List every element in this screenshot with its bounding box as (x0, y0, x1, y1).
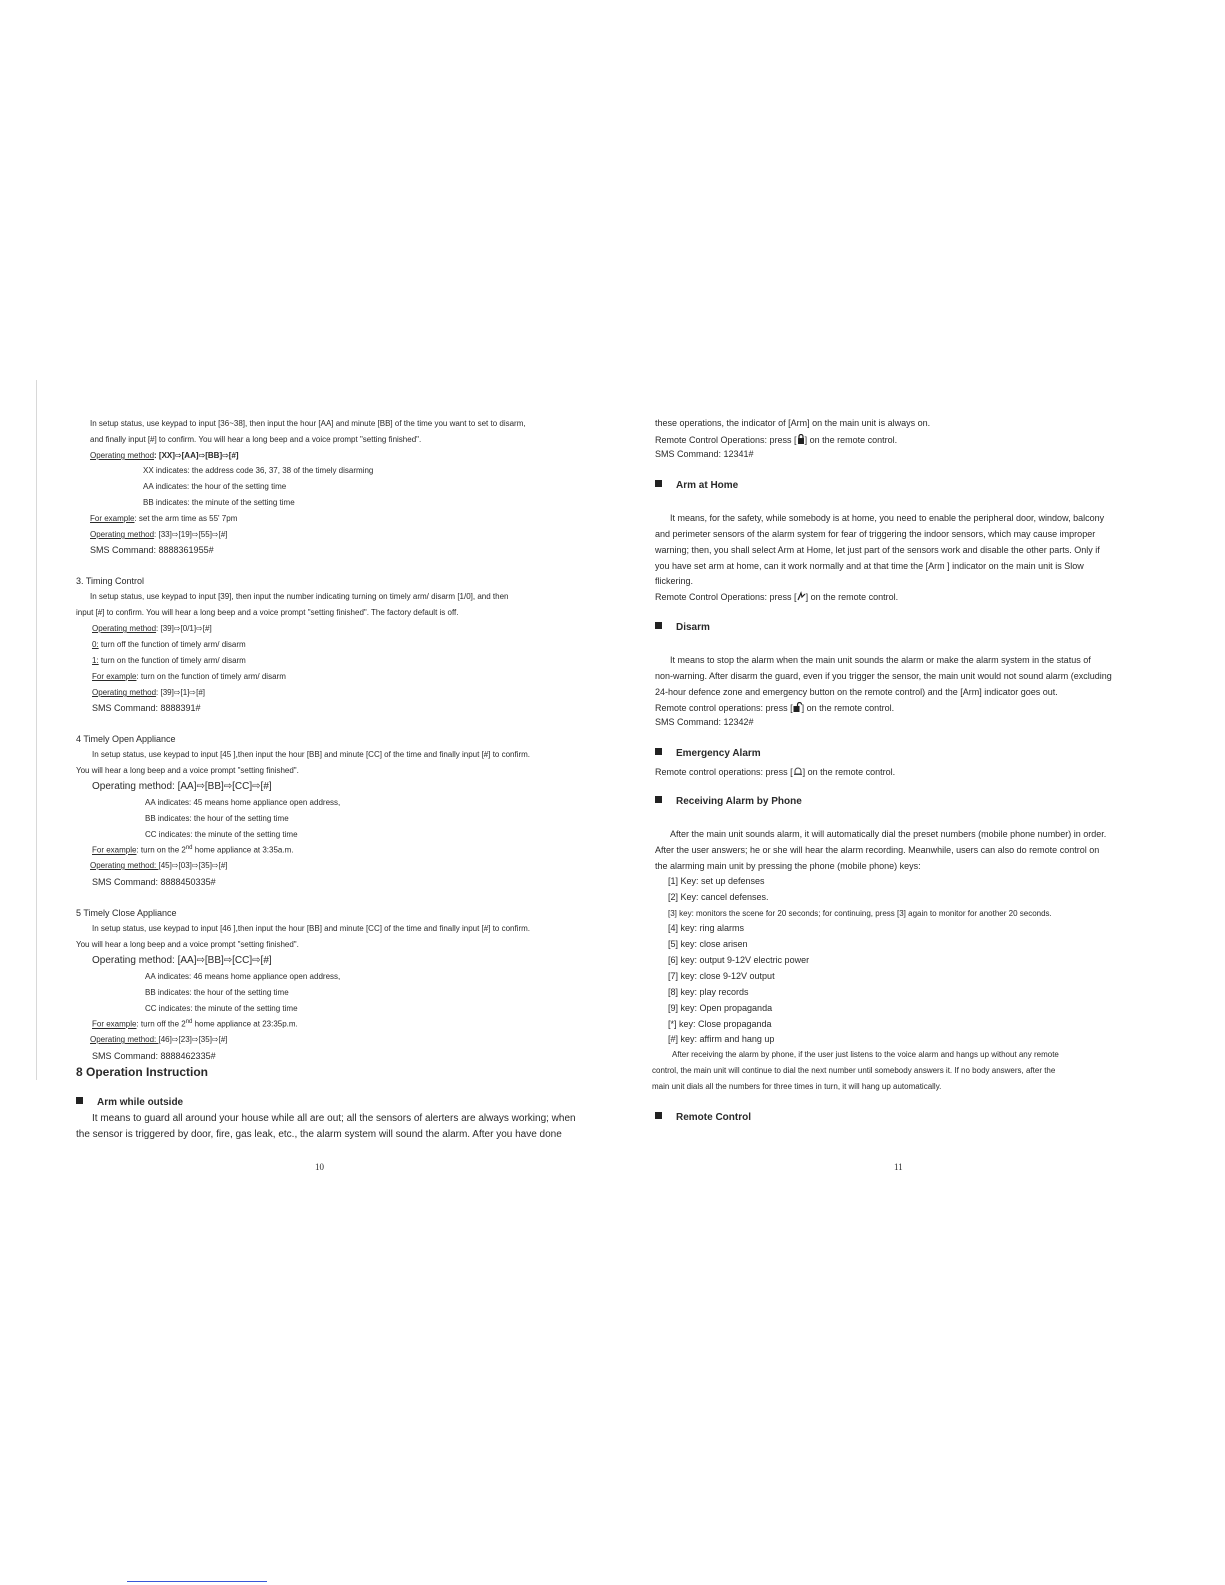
arm-home-para-5: flickering. (655, 576, 694, 586)
section-3-operating-method-2: Operating method: [39]⇨[1]⇨[#] (92, 688, 206, 697)
section-5-aa-indicates: AA indicates: 46 means home appliance open address, (145, 972, 341, 981)
sms-command-1: SMS Command: 8888361955# (90, 545, 214, 555)
arm-home-para-3: warning; then, you shall select Arm at Home, let just part of the sensors work and disable the other parts. Only if (655, 545, 1100, 555)
section-5-para-1: In setup status, use keypad to input [46 ],then input the hour [BB] and minute [CC] of the time and finally input [#] to confirm. (92, 924, 531, 933)
section-3-option-0: 0: turn off the function of timely arm/ disarm (92, 640, 246, 649)
section-5-cc-indicates: CC indicates: the minute of the setting time (145, 1004, 298, 1013)
section-3-para-1: In setup status, use keypad to input [39], then input the number indicating turning on timely arm/ disarm [1/0], and then (90, 592, 509, 601)
section-4-para-2: You will hear a long beep and a voice prompt "setting finished". (76, 766, 299, 775)
arm-outside-para-1: It means to guard all around your house while all are out; all the sensors of alerters are always working; when (92, 1113, 576, 1124)
page-number-right: 11 (894, 1162, 903, 1172)
sms-command-disarm: SMS Command: 12342# (655, 717, 754, 727)
section-4-for-example: For example: turn on the 2nd home appliance at 3:35a.m. (92, 845, 294, 855)
receiving-para-1: After the main unit sounds alarm, it will automatically dial the preset numbers (mobile phone number) in order. (670, 829, 1107, 839)
after-para-3: main unit dials all the numbers for three times in turn, it will hang up automatically. (652, 1082, 942, 1091)
section-3-sms-command: SMS Command: 8888391# (92, 703, 201, 713)
key-item-9: [9] key: Open propaganda (668, 1003, 773, 1013)
section-4-aa-indicates: AA indicates: 45 means home appliance open address, (145, 798, 341, 807)
key-item-3: [3] key: monitors the scene for 20 seconds; for continuing, press [3] again to monitor for another 20 seconds. (668, 909, 1052, 918)
remote-control-emergency: Remote control operations: press [ ] on the remote control. (655, 767, 896, 777)
section-5-operating-method-2: Operating method: [46]⇨[23]⇨[35]⇨[#] (90, 1035, 228, 1044)
square-bullet-icon (655, 480, 662, 487)
section-5-title: 5 Timely Close Appliance (76, 908, 177, 918)
remote-control-heading: Remote Control (655, 1112, 751, 1124)
section-4-cc-indicates: CC indicates: the minute of the setting time (145, 830, 298, 839)
arm-home-para-4: you have set arm at home, can it work normally and at that time the [Arm ] indicator on the main unit is Slow (655, 561, 1084, 571)
arm-home-para-1: It means, for the safety, while somebody is at home, you need to enable the peripheral door, window, balcony (670, 513, 1105, 523)
bb-indicates: BB indicates: the minute of the setting time (143, 498, 295, 507)
key-item-hash: [#] key: affirm and hang up (668, 1034, 775, 1044)
key-item-star: [*] key: Close propaganda (668, 1019, 772, 1029)
section-3-operating-method: Operating method: [39]⇨[0/1]⇨[#] (92, 624, 212, 633)
aa-indicates: AA indicates: the hour of the setting time (143, 482, 287, 491)
receiving-alarm-heading: Receiving Alarm by Phone (655, 796, 802, 808)
home-arm-icon (797, 591, 806, 601)
right-page (612, 0, 1225, 1585)
disarm-para-3: 24-hour defence zone and emergency button on the remote control) and the [Arm] indicator goes out. (655, 687, 1058, 697)
for-example-1: For example: set the arm time as 55' 7pm (90, 514, 238, 523)
left-page (0, 0, 612, 1585)
arm-home-para-2: and perimeter sensors of the alarm system for fear of triggering the indoor sensors, which may cause improper (655, 529, 1096, 539)
key-item-2: [2] Key: cancel defenses. (668, 892, 769, 902)
square-bullet-icon (655, 622, 662, 629)
section-4-operating-method: Operating method: [AA]⇨[BB]⇨[CC]⇨[#] (92, 781, 272, 792)
intro-line-1: In setup status, use keypad to input [36~38], then input the hour [AA] and minute [BB] of the time you want to set to disarm, (90, 419, 526, 428)
remote-control-disarm: Remote control operations: press [ ] on the remote control. (655, 703, 895, 713)
after-para-1: After receiving the alarm by phone, if the user just listens to the voice alarm and hangs up without any remote (672, 1050, 1059, 1059)
disarm-heading: Disarm (655, 622, 710, 634)
key-item-5: [5] key: close arisen (668, 939, 748, 949)
xx-indicates: XX indicates: the address code 36, 37, 38 of the timely disarming (143, 466, 374, 475)
section-4-para-1: In setup status, use keypad to input [45 ],then input the hour [BB] and minute [CC] of the time and finally input [#] to confirm. (92, 750, 531, 759)
key-item-8: [8] key: play records (668, 987, 749, 997)
continuation-line: these operations, the indicator of [Arm] on the main unit is always on. (655, 418, 931, 428)
disarm-para-1: It means to stop the alarm when the main unit sounds the alarm or make the alarm system in the status of (670, 655, 1091, 665)
section-5-sms-command: SMS Command: 8888462335# (92, 1051, 216, 1061)
section-5-operating-method: Operating method: [AA]⇨[BB]⇨[CC]⇨[#] (92, 955, 272, 966)
section-4-title: 4 Timely Open Appliance (76, 734, 176, 744)
page-number-left: 10 (315, 1162, 324, 1172)
section-5-para-2: You will hear a long beep and a voice prompt "setting finished". (76, 940, 299, 949)
key-item-6: [6] key: output 9-12V electric power (668, 955, 810, 965)
section-3-for-example: For example: turn on the function of timely arm/ disarm (92, 672, 286, 681)
arm-outside-para-2: the sensor is triggered by door, fire, gas leak, etc., the alarm system will sound the alarm. After you have done (76, 1129, 562, 1140)
bottom-scan-mark (127, 1581, 267, 1582)
key-item-4: [4] key: ring alarms (668, 923, 745, 933)
section-4-sms-command: SMS Command: 8888450335# (92, 877, 216, 887)
operating-method-2: Operating method: [33]⇨[19]⇨[55]⇨[#] (90, 530, 228, 539)
arm-while-outside-heading: Arm while outside (76, 1097, 183, 1109)
section-5-for-example: For example: turn off the 2nd home appliance at 23:35p.m. (92, 1019, 298, 1029)
key-item-1: [1] Key: set up defenses (668, 876, 765, 886)
receiving-para-3: the alarming main unit by pressing the phone (mobile phone) keys: (655, 861, 921, 871)
square-bullet-icon (655, 748, 662, 755)
section-5-bb-indicates: BB indicates: the hour of the setting time (145, 988, 289, 997)
after-para-2: control, the main unit will continue to dial the next number until somebody answers it. If no body answers, after the (652, 1066, 1056, 1075)
unlock-icon (793, 702, 802, 712)
section-4-bb-indicates: BB indicates: the hour of the setting time (145, 814, 289, 823)
bell-icon (793, 766, 803, 776)
remote-control-arm: Remote Control Operations: press [ ] on the remote control. (655, 435, 898, 445)
square-bullet-icon (655, 796, 662, 803)
section-3-para-2: input [#] to confirm. You will hear a long beep and a voice prompt "setting finished". The factory default is off. (76, 608, 459, 617)
section-4-operating-method-2: Operating method: [45]⇨[03]⇨[35]⇨[#] (90, 861, 228, 870)
remote-control-home: Remote Control Operations: press [ ] on the remote control. (655, 592, 899, 602)
key-item-7: [7] key: close 9-12V output (668, 971, 775, 981)
arm-at-home-heading: Arm at Home (655, 480, 738, 492)
square-bullet-icon (76, 1097, 83, 1104)
lock-icon (797, 434, 805, 444)
square-bullet-icon (655, 1112, 662, 1119)
operating-method-1: Operating method: [XX]⇨[AA]⇨[BB]⇨[#] (90, 451, 239, 460)
receiving-para-2: After the user answers; he or she will hear the alarm recording. Meanwhile, users can also do remote control on (655, 845, 1100, 855)
section-3-option-1: 1: turn on the function of timely arm/ disarm (92, 656, 246, 665)
section-3-title: 3. Timing Control (76, 576, 145, 586)
intro-line-2: and finally input [#] to confirm. You will hear a long beep and a voice prompt "setting finished". (90, 435, 422, 444)
section-8-title: 8 Operation Instruction (76, 1065, 209, 1079)
sms-command-arm: SMS Command: 12341# (655, 449, 754, 459)
operating-method-label: Operating method (90, 451, 155, 460)
emergency-alarm-heading: Emergency Alarm (655, 748, 761, 760)
disarm-para-2: non-warning. After disarm the guard, even if you trigger the sensor, the main unit would not sound alarm (excluding (655, 671, 1112, 681)
